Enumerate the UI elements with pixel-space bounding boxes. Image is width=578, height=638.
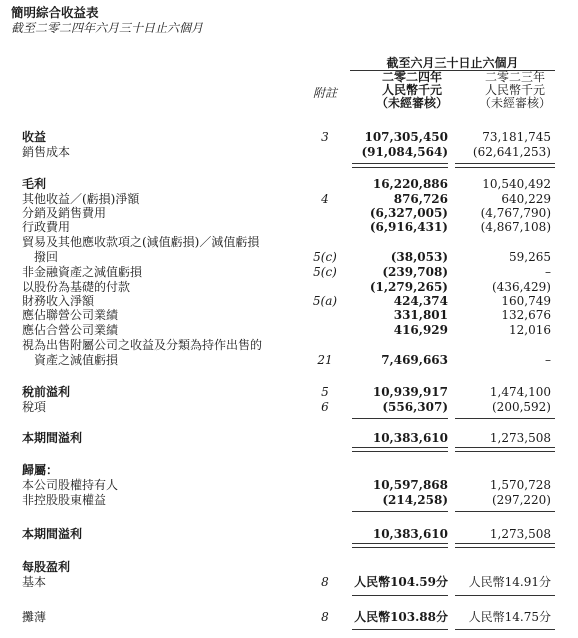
value-2023: – xyxy=(545,265,551,279)
row-label: 資產之減值虧損 xyxy=(34,353,119,367)
value-2024: (239,708) xyxy=(382,265,448,279)
period-header: 截至六月三十日止六個月 xyxy=(386,56,519,70)
value-2024: (556,307) xyxy=(382,400,448,414)
statement-row xyxy=(0,528,578,542)
row-note: 5(c) xyxy=(313,250,337,264)
total-rule xyxy=(455,547,555,548)
statement-row xyxy=(0,251,578,265)
value-2023: 132,676 xyxy=(501,308,551,322)
statement-row xyxy=(0,576,578,590)
row-label: 稅項 xyxy=(22,400,47,414)
statement-subtitle: 截至二零二四年六月三十日止六個月 xyxy=(11,21,204,35)
value-2024: 424,374 xyxy=(393,294,448,308)
total-rule xyxy=(455,167,555,168)
total-rule xyxy=(352,511,448,512)
statement-row xyxy=(0,464,578,478)
total-rule xyxy=(352,418,448,419)
total-rule xyxy=(455,451,555,452)
row-label: 應佔聯營公司業績 xyxy=(22,308,119,322)
value-2023: 1,474,100 xyxy=(489,385,551,399)
statement-row xyxy=(0,432,578,446)
row-label: 毛利 xyxy=(22,177,47,191)
total-rule xyxy=(455,543,555,544)
value-2023: (436,429) xyxy=(492,280,551,294)
value-2024: 10,939,917 xyxy=(372,385,448,399)
statement-row xyxy=(0,339,578,353)
value-2023: 73,181,745 xyxy=(482,130,551,144)
row-label: 分銷及銷售費用 xyxy=(22,206,107,220)
statement-row xyxy=(0,354,578,368)
row-note: 21 xyxy=(317,353,333,367)
statement-row xyxy=(0,281,578,295)
row-label: 以股份為基礎的付款 xyxy=(22,280,131,294)
column-2024-unit: 人民幣千元 xyxy=(381,83,442,97)
value-2024: 人民幣104.59分 xyxy=(354,575,448,589)
value-2024: 107,305,450 xyxy=(364,130,448,144)
row-label: 財務收入淨額 xyxy=(22,294,95,308)
total-rule xyxy=(455,595,555,596)
value-2024: (6,916,431) xyxy=(369,220,448,234)
total-rule xyxy=(352,547,448,548)
row-label: 銷售成本 xyxy=(22,145,71,159)
statement-row xyxy=(0,193,578,207)
value-2024: 416,929 xyxy=(393,323,448,337)
row-label: 其他收益／(虧損)淨額 xyxy=(22,192,140,206)
column-2024-audit: （未經審核） xyxy=(375,96,448,110)
total-rule xyxy=(455,163,555,164)
value-2024: 10,383,610 xyxy=(372,527,448,541)
row-note: 8 xyxy=(321,610,329,624)
row-label: 應佔合營公司業績 xyxy=(22,323,119,337)
value-2023: 640,229 xyxy=(501,192,551,206)
note-column-header: 附註 xyxy=(312,86,337,100)
value-2023: 12,016 xyxy=(509,323,551,337)
column-2023-unit: 人民幣千元 xyxy=(484,83,545,97)
column-2023-year: 二零二三年 xyxy=(484,70,545,84)
total-rule xyxy=(455,447,555,448)
statement-row xyxy=(0,131,578,145)
value-2023: 160,749 xyxy=(501,294,551,308)
value-2023: (4,867,108) xyxy=(480,220,551,234)
total-rule xyxy=(352,451,448,452)
row-label: 撥回 xyxy=(34,250,59,264)
value-2023: 59,265 xyxy=(509,250,551,264)
row-label: 本期間溢利 xyxy=(22,431,83,445)
row-label: 行政費用 xyxy=(22,220,71,234)
value-2023: 1,273,508 xyxy=(489,431,551,445)
value-2023: 人民幣14.91分 xyxy=(468,575,551,589)
row-note: 3 xyxy=(321,130,329,144)
value-2023: (4,767,790) xyxy=(480,206,551,220)
row-label: 貿易及其他應收款項之(減值虧損)／減值虧損 xyxy=(22,235,260,249)
statement-row xyxy=(0,221,578,235)
value-2024: (6,327,005) xyxy=(369,206,448,220)
total-rule xyxy=(352,167,448,168)
value-2023: (200,592) xyxy=(492,400,551,414)
column-2023-header xyxy=(475,71,555,110)
value-2024: (38,053) xyxy=(390,250,448,264)
value-2024: (214,258) xyxy=(382,493,448,507)
column-2024-year: 二零二四年 xyxy=(381,70,442,84)
value-2023: 1,570,728 xyxy=(489,478,551,492)
value-2024: 10,597,868 xyxy=(372,478,448,492)
row-label: 非金融資產之減值虧損 xyxy=(22,265,143,279)
value-2024: (91,084,564) xyxy=(361,145,448,159)
row-note: 5 xyxy=(321,385,329,399)
total-rule xyxy=(352,447,448,448)
row-label: 非控股股東權益 xyxy=(22,493,107,507)
total-rule xyxy=(352,543,448,544)
statement-row xyxy=(0,494,578,508)
row-label: 本期間溢利 xyxy=(22,527,83,541)
value-2023: 10,540,492 xyxy=(482,177,551,191)
value-2024: 7,469,663 xyxy=(381,353,448,367)
value-2023: – xyxy=(545,353,551,367)
row-note: 4 xyxy=(321,192,329,206)
statement-row xyxy=(0,479,578,493)
value-2024: 人民幣103.88分 xyxy=(354,610,448,624)
row-note: 5(a) xyxy=(312,294,338,308)
statement-row xyxy=(0,146,578,160)
value-2023: 人民幣14.75分 xyxy=(468,610,551,624)
value-2024: 10,383,610 xyxy=(372,431,448,445)
value-2024: 16,220,886 xyxy=(372,177,448,191)
row-label: 歸屬： xyxy=(22,463,59,477)
value-2023: 1,273,508 xyxy=(489,527,551,541)
row-label: 基本 xyxy=(22,575,47,589)
value-2023: (62,641,253) xyxy=(472,145,551,159)
row-label: 攤薄 xyxy=(22,610,47,624)
statement-row xyxy=(0,309,578,323)
column-2023-audit: （未經審核） xyxy=(478,96,551,110)
statement-row xyxy=(0,178,578,192)
value-2024: 331,801 xyxy=(393,308,448,322)
total-rule xyxy=(455,511,555,512)
value-2023: (297,220) xyxy=(492,493,551,507)
statement-row xyxy=(0,207,578,221)
total-rule xyxy=(352,163,448,164)
row-label: 本公司股權持有人 xyxy=(22,478,119,492)
statement-row xyxy=(0,266,578,280)
statement-row xyxy=(0,611,578,625)
row-label: 每股盈利 xyxy=(22,560,71,574)
total-rule xyxy=(455,418,555,419)
row-label: 稅前溢利 xyxy=(22,385,71,399)
total-rule xyxy=(352,629,448,630)
statement-title: 簡明綜合收益表 xyxy=(11,5,99,20)
value-2024: (1,279,265) xyxy=(369,280,448,294)
row-label: 收益 xyxy=(22,130,47,144)
statement-row xyxy=(0,295,578,309)
value-2024: 876,726 xyxy=(393,192,448,206)
total-rule xyxy=(455,629,555,630)
statement-row xyxy=(0,401,578,415)
total-rule xyxy=(352,595,448,596)
statement-row xyxy=(0,236,578,250)
statement-row xyxy=(0,561,578,575)
row-note: 6 xyxy=(321,400,329,414)
statement-row xyxy=(0,386,578,400)
column-2024-header xyxy=(372,71,452,110)
row-note: 5(c) xyxy=(313,265,337,279)
statement-row xyxy=(0,324,578,338)
row-label: 視為出售附屬公司之收益及分類為持作出售的 xyxy=(22,338,263,352)
row-note: 8 xyxy=(321,575,329,589)
